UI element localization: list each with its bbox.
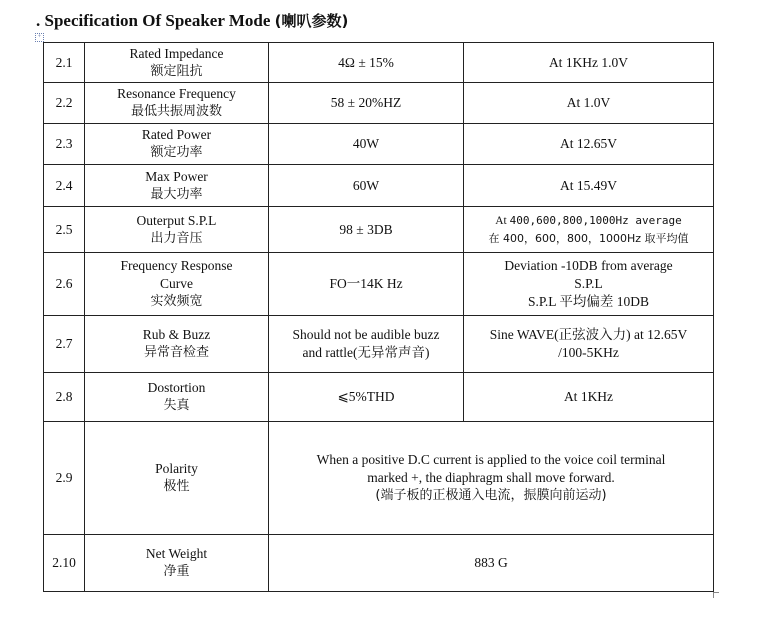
condition-freqs: 400,600,800,1000Hz average	[509, 213, 682, 227]
condition-cell: At 1.0V	[464, 83, 714, 124]
description-line-c: (端子板的正极通入电流，振膜向前运动)	[375, 488, 607, 503]
value-cell: 40W	[269, 124, 464, 165]
item-en-line1: Frequency Response	[120, 258, 233, 273]
item-cn: 出力音压	[150, 230, 203, 246]
description-cell	[269, 422, 714, 535]
row-number: 2.3	[44, 124, 85, 165]
item-cell	[85, 165, 269, 207]
item-cn: 失真	[163, 398, 190, 413]
item-cn: 额定阻抗	[150, 63, 203, 79]
condition-line-b: 在 400，600，800，1000Hz 取平均值	[488, 231, 689, 245]
item-en: Polarity	[155, 461, 198, 476]
table-row	[44, 43, 714, 83]
table-row	[44, 535, 714, 592]
condition-line-a: Sine WAVE(正弦波入力) at 12.65V	[489, 327, 688, 342]
value-cell: ⩽5%THD	[269, 373, 464, 422]
item-cell	[85, 83, 269, 124]
condition-cell: At 1KHz	[464, 373, 714, 422]
table-row	[44, 165, 714, 207]
item-cell	[85, 253, 269, 316]
condition-line-b: S.P.L	[574, 276, 603, 291]
value-cell	[269, 316, 464, 373]
condition-line-a	[468, 212, 709, 230]
condition-cell	[464, 207, 714, 253]
description-line-a: When a positive D.C current is applied to the voice coil terminal	[316, 452, 666, 467]
condition-line-c: S.P.L 平均偏差 10DB	[527, 294, 650, 309]
value-cell: 60W	[269, 165, 464, 207]
item-en: Net Weight	[145, 546, 208, 561]
row-number: 2.2	[44, 83, 85, 124]
table-row	[44, 253, 714, 316]
condition-cell	[464, 253, 714, 316]
item-en: Outerput S.P.L	[136, 212, 217, 228]
title-cn: (喇叭参数)	[274, 12, 349, 30]
item-en-line2: Curve	[160, 276, 193, 291]
condition-cell: At 15.49V	[464, 165, 714, 207]
row-number: 2.5	[44, 207, 85, 253]
item-cell	[85, 373, 269, 422]
item-cn: 最大功率	[150, 186, 203, 202]
condition-line-b: /100-5KHz	[558, 345, 619, 360]
condition-cell: At 1KHz 1.0V	[464, 43, 714, 83]
item-cell	[85, 535, 269, 592]
value-cell: 883 G	[269, 535, 714, 592]
item-en: Rated Impedance	[129, 45, 224, 61]
condition-cell: At 12.65V	[464, 124, 714, 165]
row-number: 2.9	[44, 422, 85, 535]
item-cn: 极性	[163, 479, 190, 494]
title-bullet: .	[36, 11, 41, 30]
item-en: Resonance Frequency	[117, 86, 236, 101]
item-cell	[85, 124, 269, 165]
page-title	[36, 10, 348, 31]
row-number: 2.6	[44, 253, 85, 316]
table-row	[44, 422, 714, 535]
item-cn: 额定功率	[150, 145, 203, 160]
condition-cell	[464, 316, 714, 373]
item-en: Max Power	[145, 168, 208, 184]
value-line-a: Should not be audible buzz	[292, 327, 440, 342]
table-row	[44, 83, 714, 124]
item-cell	[85, 43, 269, 83]
description-line-b: marked +, the diaphragm shall move forward.	[367, 470, 615, 485]
item-en: Rated Power	[141, 127, 212, 142]
item-cn: 最低共振周波数	[130, 104, 222, 119]
item-en: Dostortion	[147, 380, 206, 395]
value-cell: FO一14K Hz	[269, 253, 464, 316]
value-cell: 58 ± 20%HZ	[269, 83, 464, 124]
value-cell: 4Ω ± 15%	[269, 43, 464, 83]
item-cell	[85, 316, 269, 373]
item-cn: 净重	[163, 564, 190, 579]
row-number: 2.1	[44, 43, 85, 83]
condition-line-a: Deviation -10DB from average	[504, 258, 673, 273]
anchor-icon: +	[35, 33, 44, 42]
title-text: Specification Of Speaker Mode	[44, 11, 271, 30]
table-row	[44, 316, 714, 373]
item-cell	[85, 422, 269, 535]
table-row	[44, 373, 714, 422]
table-end-mark	[713, 592, 719, 598]
table-row	[44, 124, 714, 165]
row-number: 2.7	[44, 316, 85, 373]
spec-table	[43, 42, 714, 592]
row-number: 2.4	[44, 165, 85, 207]
value-line-b: and rattle(无异常声音)	[302, 345, 430, 360]
item-cell	[85, 207, 269, 253]
item-cn: 异常音检查	[143, 345, 209, 360]
item-cn: 实效频宽	[150, 294, 203, 309]
condition-prefix: At	[495, 214, 510, 227]
row-number: 2.10	[44, 535, 85, 592]
table-row	[44, 207, 714, 253]
row-number: 2.8	[44, 373, 85, 422]
value-cell: 98 ± 3DB	[269, 207, 464, 253]
item-en: Rub & Buzz	[142, 327, 211, 342]
